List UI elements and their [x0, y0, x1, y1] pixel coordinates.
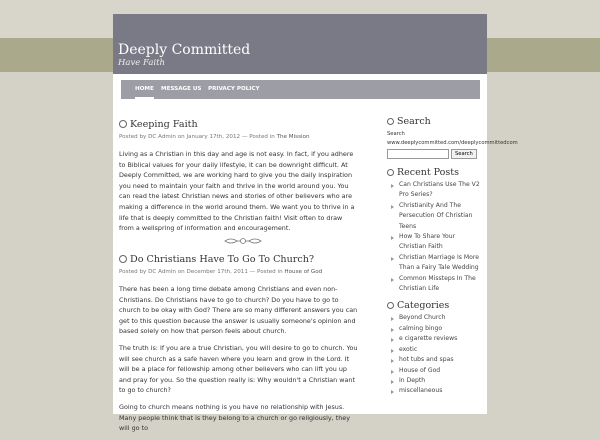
- post-title-text[interactable]: Keeping Faith: [130, 119, 198, 130]
- post-paragraph: Living as a Christian in this day and age is not easy. In fact, if you adhere to Biblical values for your daily lifestyle, it can be downright difficult. At Deeply Committed, we are working hard to give you the daily inspiration you need to maintain your faith and thrive in the world around you. You can read the latest Christian news and stories of other believers who are making a difference in the world around them. We want you to thrive in a life that is deeply committed to the Christian faith! Visit often to draw from a wellspring of information and encouragement.: [119, 150, 355, 233]
- post-paragraph: Going to church means nothing is you have no relationship with Jesus. Many people think that is they belong to a church or go religiously, they will go to: [119, 402, 350, 433]
- search-heading-text: Search: [397, 116, 431, 127]
- post-category-link[interactable]: House of God: [284, 269, 323, 275]
- nav-item-home[interactable]: HOME: [135, 80, 154, 99]
- post-bullet-icon: [119, 120, 127, 128]
- post-title[interactable]: [119, 119, 198, 130]
- post-body: [119, 284, 359, 440]
- search-heading: [387, 116, 482, 127]
- site-header: [113, 14, 487, 74]
- nav-item-privacy-policy[interactable]: PRIVACY POLICY: [208, 86, 260, 92]
- heading-bullet-icon: [387, 169, 394, 176]
- categories-heading: [387, 300, 482, 311]
- post-paragraph: The truth is: If you are a true Christian, you will desire to go to church. You will see church as a safe haven where you learn and grow in the Lord. It will be a place for fellowship among other believers who can lift you up and pray for you. So the question really is: Why wouldn't a Christian want to go to church?: [119, 343, 358, 395]
- post-category-link[interactable]: The Mission: [276, 134, 310, 140]
- post-bullet-icon: [119, 255, 127, 263]
- post-title[interactable]: [119, 254, 314, 265]
- recent-posts-list: [387, 180, 482, 294]
- category-item[interactable]: calming bingo: [387, 324, 482, 334]
- post-title-text[interactable]: Do Christians Have To Go To Church?: [130, 254, 315, 265]
- categories-list: [387, 313, 482, 396]
- category-item[interactable]: exotic: [387, 345, 482, 355]
- recent-post-item[interactable]: How To Share Your Christian Faith: [387, 232, 482, 253]
- post-meta: [119, 134, 310, 140]
- category-item[interactable]: Beyond Church: [387, 313, 482, 323]
- recent-post-item[interactable]: Common Missteps In The Christian Life: [387, 274, 482, 295]
- category-item[interactable]: e cigarette reviews: [387, 334, 482, 344]
- recent-posts-heading-text: Recent Posts: [397, 167, 459, 178]
- category-item[interactable]: In Depth: [387, 376, 482, 386]
- nav-item-message-us[interactable]: MESSAGE US: [161, 86, 202, 92]
- categories-heading-text: Categories: [397, 300, 450, 312]
- heading-bullet-icon: [387, 302, 394, 309]
- recent-post-item[interactable]: Christian Marriage Is More Than a Fairy Tale Wedding: [387, 253, 482, 274]
- post-body: [119, 149, 359, 240]
- ornament-divider-icon: [223, 236, 263, 246]
- category-item[interactable]: miscellaneous: [387, 386, 482, 396]
- recent-posts-heading: [387, 167, 482, 178]
- search-site-url: www.deeplycommitted.com/deeplycommittedcom: [387, 140, 518, 146]
- post-meta-text: Posted by DC Admin on December 17th, 2011 — Posted in: [119, 269, 283, 275]
- search-label: Search: [387, 131, 405, 137]
- category-item[interactable]: House of God: [387, 366, 482, 376]
- search-form: [387, 149, 482, 159]
- search-button[interactable]: Search: [451, 149, 477, 159]
- recent-post-item[interactable]: Can Christians Use The V2 Pro Series?: [387, 180, 482, 201]
- main-navigation: [121, 80, 480, 99]
- post-meta-text: Posted by DC Admin on January 17th, 2012 — Posted in: [119, 134, 275, 140]
- category-item[interactable]: hot tubs and spas: [387, 355, 482, 365]
- site-tagline: Have Faith: [118, 58, 166, 68]
- post-meta: [119, 269, 322, 275]
- recent-post-item[interactable]: Christianity And The Persecution Of Christian Teens: [387, 201, 482, 232]
- site-title[interactable]: Deeply Committed: [118, 42, 251, 58]
- heading-bullet-icon: [387, 118, 394, 125]
- sidebar: [387, 116, 518, 400]
- search-input[interactable]: [387, 149, 449, 159]
- post-paragraph: There has been a long time debate among Christians and even non-Christians. Do Christians have to go to church? Do you have to go to church to be okay with God? There are so many different answers you can get to this question because the answer is usually someone's opinion and based solely on how that person feels about church.: [119, 285, 358, 336]
